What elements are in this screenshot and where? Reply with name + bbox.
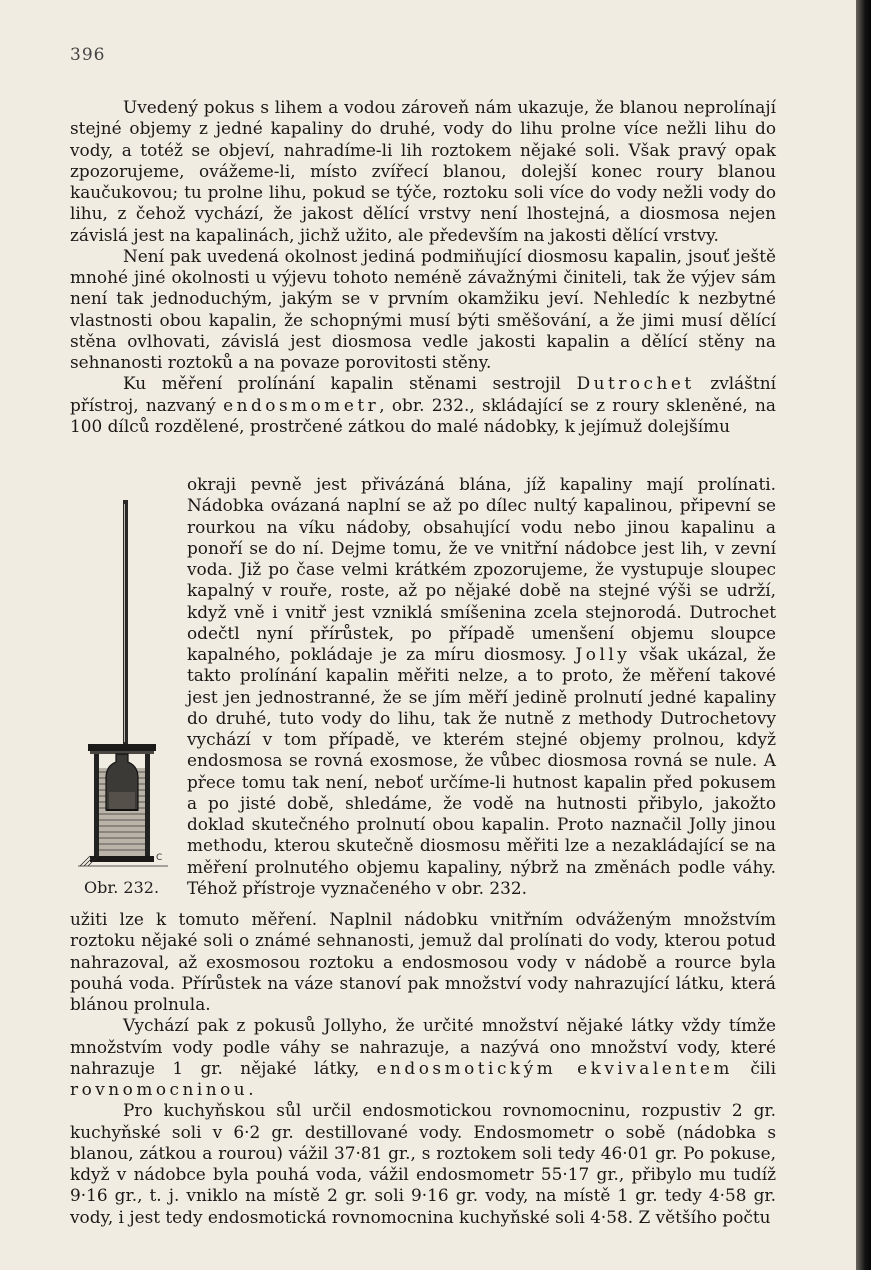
text-run: , obr. 232., skládající se z roury skleněné, na 100 dílců rozdělené, prostrčené zátkou do malé nádobky, k jejímuž dolejšímu — [70, 394, 776, 436]
paragraph — [70, 909, 776, 1015]
paragraph — [70, 1100, 776, 1228]
paragraph — [70, 246, 776, 374]
endosmometer-illustration-icon — [78, 500, 173, 880]
text-run: čili — [732, 1057, 776, 1078]
page-number: 396 — [70, 45, 106, 65]
spaced-term: endosmotickým ekvivalentem — [376, 1057, 733, 1078]
text-run: Uvedený pokus s lihem a vodou zároveň nám ukazuje, že blanou neprolínají stejné objemy z jedné kapaliny do druhé, vody do lihu prolne více nežli lihu do vody, a totéž se objeví, nahradíme-li lih roztokem nějaké soli. Však pravý opak zpozorujeme, ovážeme-li, místo zvířecí blanou, dolejší konec roury blanou kaučukovou; tu prolne lihu, pokud se týče, roztoku soli více do vody nežli vody do lihu, z čehož vychází, že jakost dělící vrstvy není lhostejná, a diosmosa nejen závislá jest na kapalinách, jichž užito, ale především na jakosti dělící vrstvy. — [70, 97, 776, 245]
text-run: Pro kuchyňskou sůl určil endosmotickou rovnomocninu, rozpustiv 2 gr. kuchyňské soli v 6·2 gr. destillované vody. Endosmometr o sobě (nádobka s blanou, zátkou a rourou) vážil 37·81 gr., s roztokem soli tedy 46·01 gr. Po pokuse, když v nádobce byla pouhá voda, vážil endosmometr 55·17 gr., přibylo mu tudíž 9·16 gr., t. j. vniklo na místě 2 gr. soli 9·16 gr. vody, na místě 1 gr. tedy 4·58 gr. vody, i jest tedy endosmotická rovnomocnina kuchyňské soli 4·58. Z většího počtu — [70, 1100, 776, 1227]
svg-text:C: C — [156, 853, 163, 863]
text-block-bottom — [70, 909, 776, 1228]
figure-caption: Obr. 232. — [84, 878, 160, 897]
spaced-term: rovnomocninou — [70, 1079, 249, 1099]
endosmometer-figure — [78, 500, 173, 880]
text-block-beside-figure — [187, 474, 776, 899]
spaced-term: Dutrochet — [576, 373, 695, 394]
text-run: zvláštní přístroj, nazvaný — [70, 373, 776, 415]
text-run: však ukázal, že takto prolínání kapalin měřiti nelze, a to proto, že měření takové jest jen jednostranné, že se jím měří jedině prolnutí jedné kapaliny do druhé, tuto vody do lihu, tak že nutně z methody Dutrochetovy vychází v tom případě, ve kterém stejné objemy prolnou, když endosmosa se rovná exosmose, že vůbec diosmosa rovná se nule. A přece tomu tak není, neboť určíme-li hutnost kapalin před pokusem a po jisté době, shledáme, že vodě na hutnosti přibylo, jakožto doklad skutečného prolnutí obou kapalin. Proto naznačil Jolly jinou methodu, kterou skutečně diosmosu měřiti lze a nezakládající se na měření prolnutého objemu kapaliny, nýbrž na změnách podle váhy. Téhož přístroje vyznačeného v obr. 232. — [187, 644, 776, 898]
spaced-term: endosmometr — [223, 394, 380, 415]
text-run: Vychází pak z pokusů Jollyho, že určité množství nějaké látky vždy tímže množstvím vody podle váhy se nahrazuje, a nazývá ono množství vody, které nahrazuje 1 gr. nějaké látky, — [70, 1015, 776, 1078]
text-run: okraji pevně jest přivázáná blána, jíž kapaliny mají prolínati. Nádobka ovázaná naplní se až po dílec nultý kapalinou, připevní se rourkou na víku nádoby, obsahující vodu nebo jinou kapalinu a ponoří se do ní. Dejme tomu, že ve vnitřní nádobce jest lih, v zevní voda. Již po čase velmi krátkém zpozorujeme, že vystupuje sloupec kapalný v rouře, roste, až po nějaké době na stejné výši se udrží, když vně i vnitř jest vzniklá smíšenina zcela stejnorodá. Dutrochet odečtl nyní přírůstek, po případě umenšení objemu sloupce kapalného, pokládaje je za míru diosmosy. — [187, 474, 776, 664]
paragraph — [187, 474, 776, 899]
text-run: . — [248, 1079, 254, 1099]
spaced-term: Jolly — [575, 644, 631, 664]
text-block-top — [70, 97, 776, 437]
paragraph — [70, 373, 776, 437]
binding-shadow — [856, 0, 871, 1270]
text-run: Ku měření prolínání kapalin stěnami sestrojil — [123, 373, 577, 394]
text-run: užiti lze k tomuto měření. Naplnil nádobku vnitřním odváženým množstvím roztoku nějaké soli o známé sehnanosti, jemuž dal prolínati do vody, kterou potud nahrazoval, až exosmosou roztoku a endosmosou vody v nádobě a rource byla pouhá voda. Přírůstek na váze stanoví pak množství vody nahrazující látku, která blánou prolnula. — [70, 909, 776, 1014]
paragraph — [70, 1015, 776, 1100]
paragraph — [70, 97, 776, 246]
text-run: Není pak uvedená okolnost jediná podmiňující diosmosu kapalin, jsouť ještě mnohé jiné okolnosti u výjevu tohoto neméně závažnými činiteli, tak že výjev sám není tak jednoduchým, jakým se v prvním okamžiku jeví. Nehledíc k nezbytné vlastnosti obou kapalin, že schopnými musí býti směšování, a že jimi musí dělící stěna ovlhovati, závislá jest diosmosa vedle jakosti kapalin a dělící stěny na sehnanosti roztoků a na povaze porovitosti stěny. — [70, 245, 776, 372]
